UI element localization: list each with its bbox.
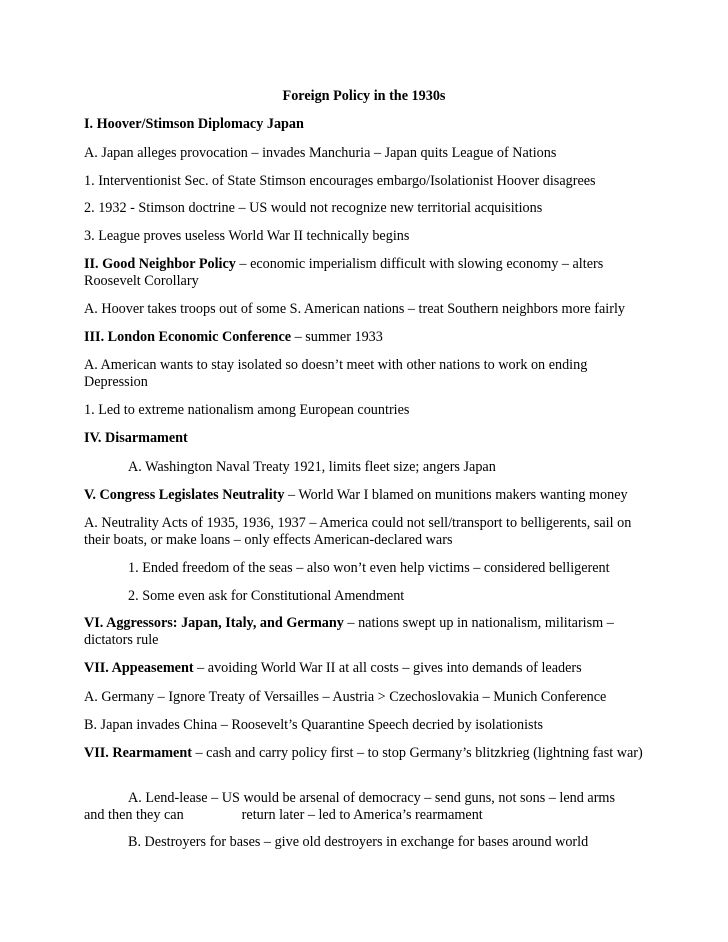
outline-item: B. Japan invades China – Roosevelt’s Quarantine Speech decried by isolationists <box>84 717 544 733</box>
outline-item: 1. Interventionist Sec. of State Stimson encourages embargo/Isolationist Hoover disagrees <box>84 173 596 189</box>
section-heading: V. Congress Legislates Neutrality – World War I blamed on munitions makers wanting money <box>84 487 628 503</box>
page-title: Foreign Policy in the 1930s <box>282 88 446 104</box>
section-heading: I. Hoover/Stimson Diplomacy Japan <box>84 116 304 132</box>
outline-item: A. Hoover takes troops out of some S. American nations – treat Southern neighbors more fairly <box>84 301 625 317</box>
outline-item: 2. 1932 - Stimson doctrine – US would not recognize new territorial acquisitions <box>84 200 543 216</box>
outline-item: 1. Ended freedom of the seas – also won’t even help victims – considered belligerent <box>128 560 610 576</box>
section-heading: VI. Aggressors: Japan, Italy, and Germany – nations swept up in nationalism, militarism – dictators rule <box>84 615 614 648</box>
outline-item: B. Destroyers for bases – give old destroyers in exchange for bases around world <box>128 834 589 850</box>
outline-item: A. Japan alleges provocation – invades Manchuria – Japan quits League of Nations <box>84 145 557 161</box>
outline-item: A. Neutrality Acts of 1935, 1936, 1937 – America could not sell/transport to belligerents, sail on their boats, or make loans – only effects American-declared wars <box>84 515 632 548</box>
section-heading: IV. Disarmament <box>84 430 188 446</box>
outline-item: 2. Some even ask for Constitutional Amendment <box>128 588 405 604</box>
section-heading: III. London Economic Conference – summer 1933 <box>84 329 383 345</box>
section-heading: VII. Appeasement – avoiding World War II at all costs – gives into demands of leaders <box>84 660 582 676</box>
outline-item: 1. Led to extreme nationalism among European countries <box>84 402 410 418</box>
section-heading: II. Good Neighbor Policy – economic imperialism difficult with slowing economy – alters Roosevelt Corollary <box>84 256 604 289</box>
section-heading: VII. Rearmament – cash and carry policy first – to stop Germany’s blitzkrieg (lightning fast war) <box>84 745 643 761</box>
outline-item: A. Lend-lease – US would be arsenal of democracy – send guns, not sons – lend arms <box>128 790 615 806</box>
outline-item: 3. League proves useless World War II technically begins <box>84 228 410 244</box>
outline-item: A. Germany – Ignore Treaty of Versailles – Austria > Czechoslovakia – Munich Conference <box>84 689 607 705</box>
outline-item: A. Washington Naval Treaty 1921, limits fleet size; angers Japan <box>128 459 496 475</box>
outline-item: A. American wants to stay isolated so doesn’t meet with other nations to work on ending Depression <box>84 357 588 390</box>
outline-item-continued: and then they can return later – led to America’s rearmament <box>84 807 483 823</box>
